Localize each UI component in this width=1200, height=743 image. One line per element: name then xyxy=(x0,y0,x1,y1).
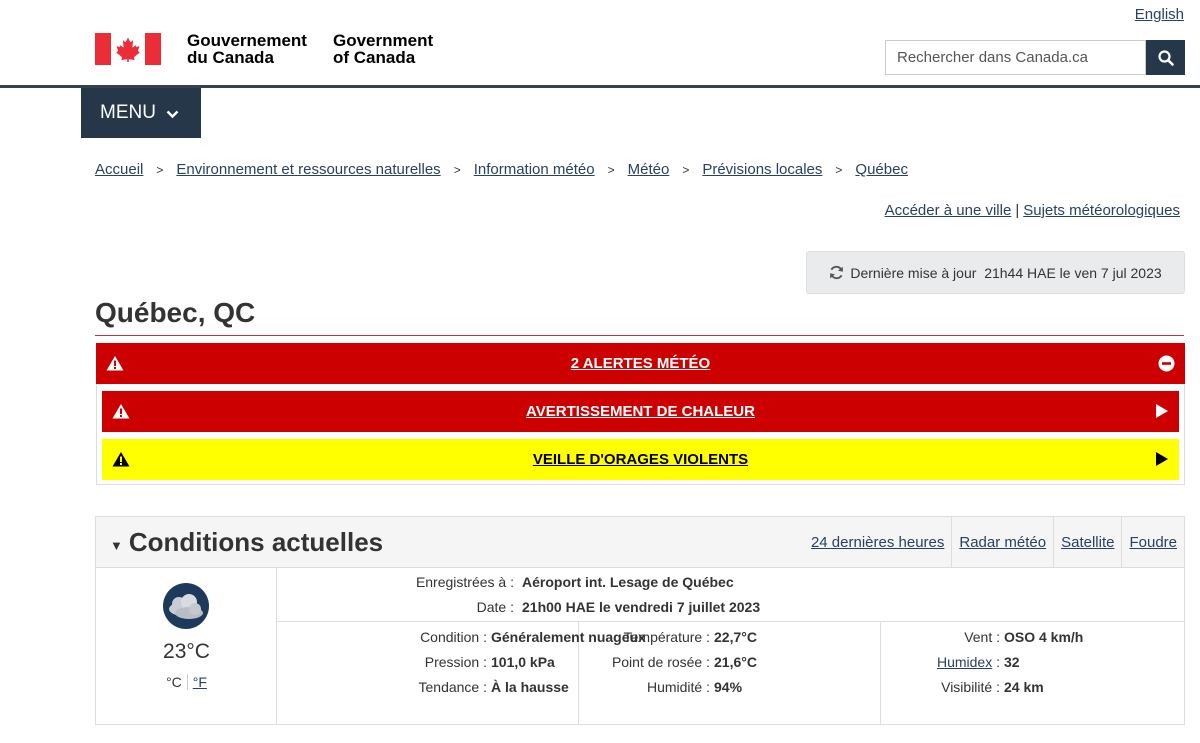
pressure-value: 101,0 kPa xyxy=(491,654,555,670)
quick-links: Accéder à une ville | Sujets météorologiques xyxy=(884,202,1180,219)
lightning-link[interactable]: Foudre xyxy=(1121,517,1184,568)
conditions-links xyxy=(804,517,1184,568)
visibility-value: 24 km xyxy=(1004,679,1044,695)
temperature-unit-toggle xyxy=(96,674,277,690)
weather-radar-link[interactable]: Radar météo xyxy=(951,517,1053,568)
canada-flag-icon xyxy=(95,33,161,65)
collapse-minus-icon xyxy=(1158,355,1175,372)
breadcrumb-weather-info[interactable]: Information météo xyxy=(473,161,595,178)
breadcrumb-separator: > xyxy=(607,162,615,177)
humidex-link[interactable]: Humidex xyxy=(936,654,993,670)
breadcrumb-separator: > xyxy=(682,162,690,177)
wind-value: OSO 4 km/h xyxy=(1004,629,1084,645)
site-search xyxy=(885,40,1185,75)
breadcrumb-separator: > xyxy=(835,162,843,177)
city-access-link[interactable]: Accéder à une ville xyxy=(884,202,1012,219)
search-input[interactable] xyxy=(885,40,1146,75)
severe-thunderstorm-watch-alert[interactable]: VEILLE D'ORAGES VIOLENTS xyxy=(102,439,1179,480)
observation-date: 21h00 HAE le vendredi 7 juillet 2023 xyxy=(522,599,761,615)
breadcrumb-weather[interactable]: Météo xyxy=(627,161,670,178)
satellite-link[interactable]: Satellite xyxy=(1053,517,1121,568)
last-24-hours-link[interactable]: 24 dernières heures xyxy=(810,534,945,551)
condition-value: Généralement nuageux xyxy=(491,629,646,645)
weather-topics-link[interactable]: Sujets météorologiques xyxy=(1023,202,1180,219)
dewpoint-value: 21,6°C xyxy=(714,654,757,670)
brand-english: Government of Canada xyxy=(332,31,434,67)
fahrenheit-unit-link[interactable]: °F xyxy=(192,674,207,690)
temperature-value: 22,7°C xyxy=(714,629,757,645)
tendency-value: À la hausse xyxy=(491,679,569,695)
brand-french: Gouvernement du Canada xyxy=(187,31,307,67)
breadcrumb xyxy=(95,161,908,178)
breadcrumb-home[interactable]: Accueil xyxy=(95,161,144,178)
weather-alerts-panel xyxy=(96,343,1185,485)
cloudy-icon xyxy=(162,582,210,630)
refresh-icon xyxy=(829,265,844,280)
last-updated-value: 21h44 HAE le ven 7 jul 2023 xyxy=(984,264,1162,281)
search-icon xyxy=(1158,50,1174,66)
breadcrumb-separator: > xyxy=(156,162,164,177)
page-title: Québec, QC xyxy=(95,297,256,328)
current-conditions-panel xyxy=(95,516,1185,725)
last-updated-button[interactable]: Dernière mise à jour 21h44 HAE le ven 7 jul 2023 xyxy=(806,251,1185,294)
breadcrumb-quebec[interactable]: Québec xyxy=(855,161,908,178)
warning-icon xyxy=(106,355,124,371)
observation-station: Aéroport int. Lesage de Québec xyxy=(522,574,734,590)
play-arrow-icon xyxy=(1155,403,1169,419)
heat-warning-alert[interactable]: AVERTISSEMENT DE CHALEUR xyxy=(102,391,1179,432)
current-temperature: 23°C xyxy=(163,640,210,663)
breadcrumb-environment[interactable]: Environnement et ressources naturelles xyxy=(176,161,441,178)
alerts-header-toggle[interactable]: 2 ALERTES MÉTÉO xyxy=(96,343,1185,384)
breadcrumb-local-forecasts[interactable]: Prévisions locales xyxy=(702,161,823,178)
humidex-value: 32 xyxy=(1004,654,1020,670)
warning-icon xyxy=(112,403,130,419)
goc-signature[interactable] xyxy=(95,33,433,66)
conditions-icon-column xyxy=(96,568,277,724)
observation-info: Enregistrées à : Aéroport int. Lesage de Québec Date : 21h00 HAE le vendredi 7 juillet 2023 xyxy=(277,568,1184,622)
conditions-details: Enregistrées à : Aéroport int. Lesage de Québec Date : 21h00 HAE le vendredi 7 juillet 2023 Condition : Généralement nuageux Pression : 101,0 kPa Tendance : À la hausse Température : 22,7°C Point de rosée : 21,6°C Humidité : 94% Vent : OSO 4 km/h Humidex : 32 Visibilité : 24 km xyxy=(277,568,1184,724)
current-conditions-header xyxy=(96,517,1184,568)
warning-icon xyxy=(112,451,130,467)
caret-down-icon: ▼ xyxy=(110,537,123,553)
menu-button[interactable]: MENU xyxy=(81,88,201,138)
current-conditions-toggle[interactable]: ▼ Conditions actuelles xyxy=(110,526,384,557)
breadcrumb-separator: > xyxy=(453,162,461,177)
chevron-down-icon xyxy=(166,110,179,119)
humidity-value: 94% xyxy=(714,679,743,695)
search-button[interactable] xyxy=(1146,40,1185,75)
celsius-unit: °C xyxy=(166,674,188,690)
language-toggle-link[interactable]: English xyxy=(1134,6,1184,23)
title-divider xyxy=(95,335,1184,336)
play-arrow-icon xyxy=(1155,451,1169,467)
